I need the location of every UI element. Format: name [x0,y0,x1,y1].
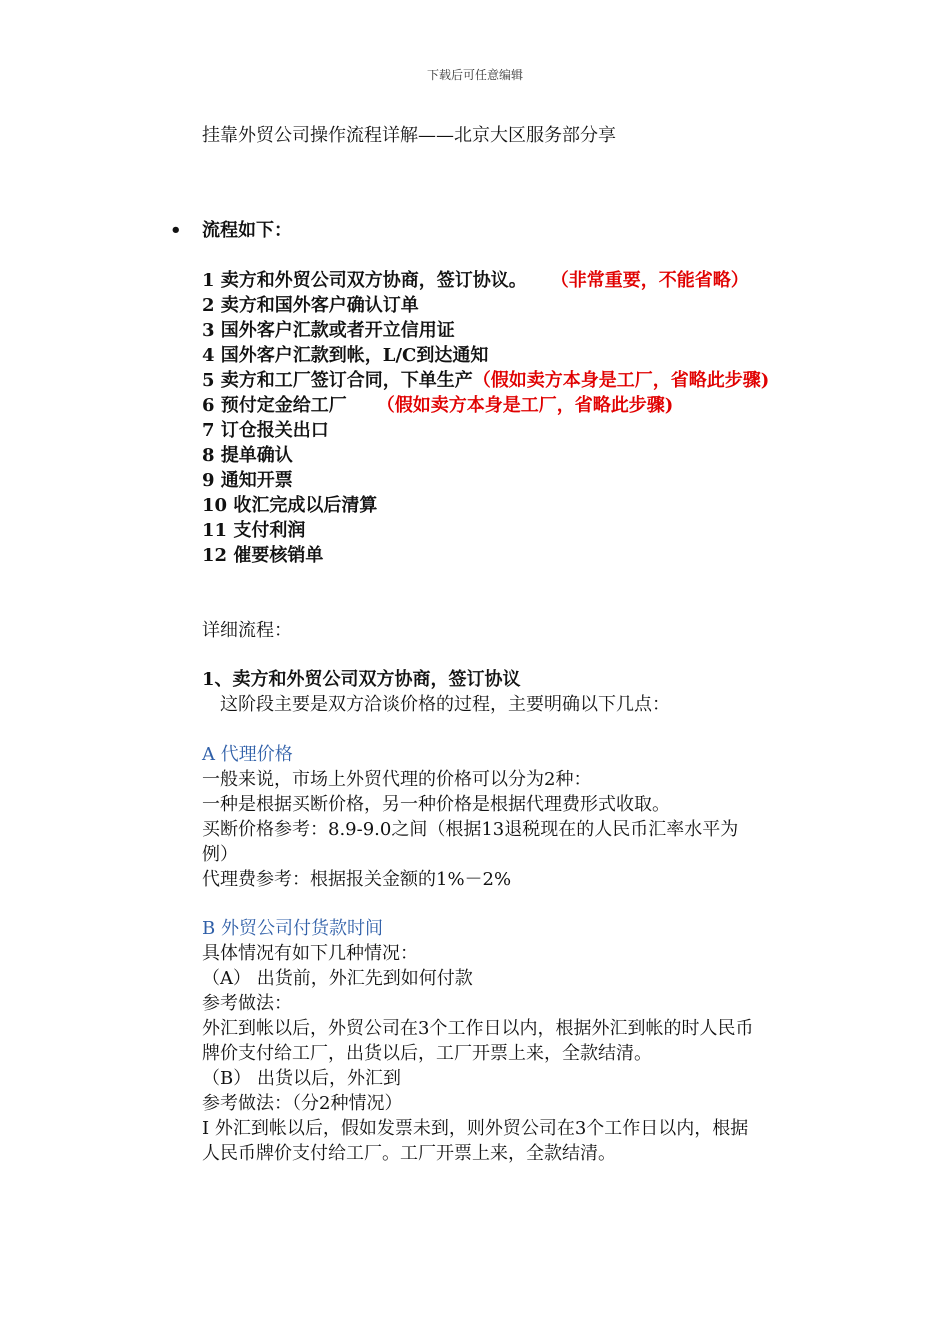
section-1 [202,667,802,717]
paragraph-line: 参考做法：（分2种情况） [202,1093,403,1114]
paragraph-line: I 外汇到帐以后，假如发票未到，则外贸公司在3个工作日以内，根据 [202,1118,749,1139]
section-1-heading: 1、卖方和外贸公司双方协商，签订协议 [202,669,521,690]
block-b-heading: B 外贸公司付货款时间 [202,918,383,939]
step-item: 6 预付定金给工厂 （假如卖方本身是工厂，省略此步骤) [202,395,674,416]
step-item: 4 国外客户汇款到帐，L/C到达通知 [202,345,489,366]
step-item: 5 卖方和工厂签订合同，下单生产（假如卖方本身是工厂，省略此步骤) [202,370,770,391]
paragraph-line: 牌价支付给工厂，出货以后，工厂开票上来，全款结清。 [202,1043,652,1064]
detail-process-label: 详细流程： [202,620,292,641]
step-note: （假如卖方本身是工厂，省略此步骤) [472,370,770,391]
paragraph-line: 例） [202,844,238,865]
step-item: 1 卖方和外贸公司双方协商，签订协议。 （非常重要，不能省略） [202,270,749,291]
section-1-intro: 这阶段主要是双方洽谈价格的过程，主要明确以下几点： [220,694,670,715]
document-title: 挂靠外贸公司操作流程详解——北京大区服务部分享 [202,125,616,146]
step-note: （非常重要，不能省略） [550,270,749,291]
page-header: 下载后可任意编辑 [426,68,523,82]
step-item: 9 通知开票 [202,470,293,491]
paragraph-line: （A） 出货前，外汇先到如何付款 [202,968,473,989]
step-item: 2 卖方和国外客户确认订单 [202,295,419,316]
step-item: 3 国外客户汇款或者开立信用证 [202,320,455,341]
paragraph-line: 参考做法： [202,993,292,1014]
step-note: （假如卖方本身是工厂，省略此步骤) [376,395,674,416]
paragraph-line: （B） 出货以后，外汇到 [202,1068,401,1089]
paragraph-line: 买断价格参考：8.9-9.0之间（根据13退税现在的人民币汇率水平为 [202,819,739,840]
step-item: 11 支付利润 [202,520,306,541]
bullet-dot-icon: • [170,220,182,241]
paragraph-line: 一般来说，市场上外贸代理的价格可以分为2种： [202,769,592,790]
step-item: 7 订仓报关出口 [202,420,329,441]
block-b-payment-time [202,916,802,1166]
process-steps-list [202,268,769,568]
step-item: 12 催要核销单 [202,545,324,566]
paragraph-line: 代理费参考：根据报关金额的1%－2% [202,869,512,890]
step-item: 10 收汇完成以后清算 [202,495,378,516]
block-a-agency-price [202,742,802,892]
paragraph-line: 具体情况有如下几种情况： [202,943,418,964]
block-a-heading: A 代理价格 [202,744,293,765]
process-bullet [170,219,292,243]
paragraph-line: 外汇到帐以后，外贸公司在3个工作日以内，根据外汇到帐的时人民币 [202,1018,754,1039]
paragraph-line: 人民币牌价支付给工厂。工厂开票上来，全款结清。 [202,1143,616,1164]
paragraph-line: 一种是根据买断价格，另一种价格是根据代理费形式收取。 [202,794,670,815]
step-item: 8 提单确认 [202,445,293,466]
process-label: 流程如下： [202,220,292,241]
